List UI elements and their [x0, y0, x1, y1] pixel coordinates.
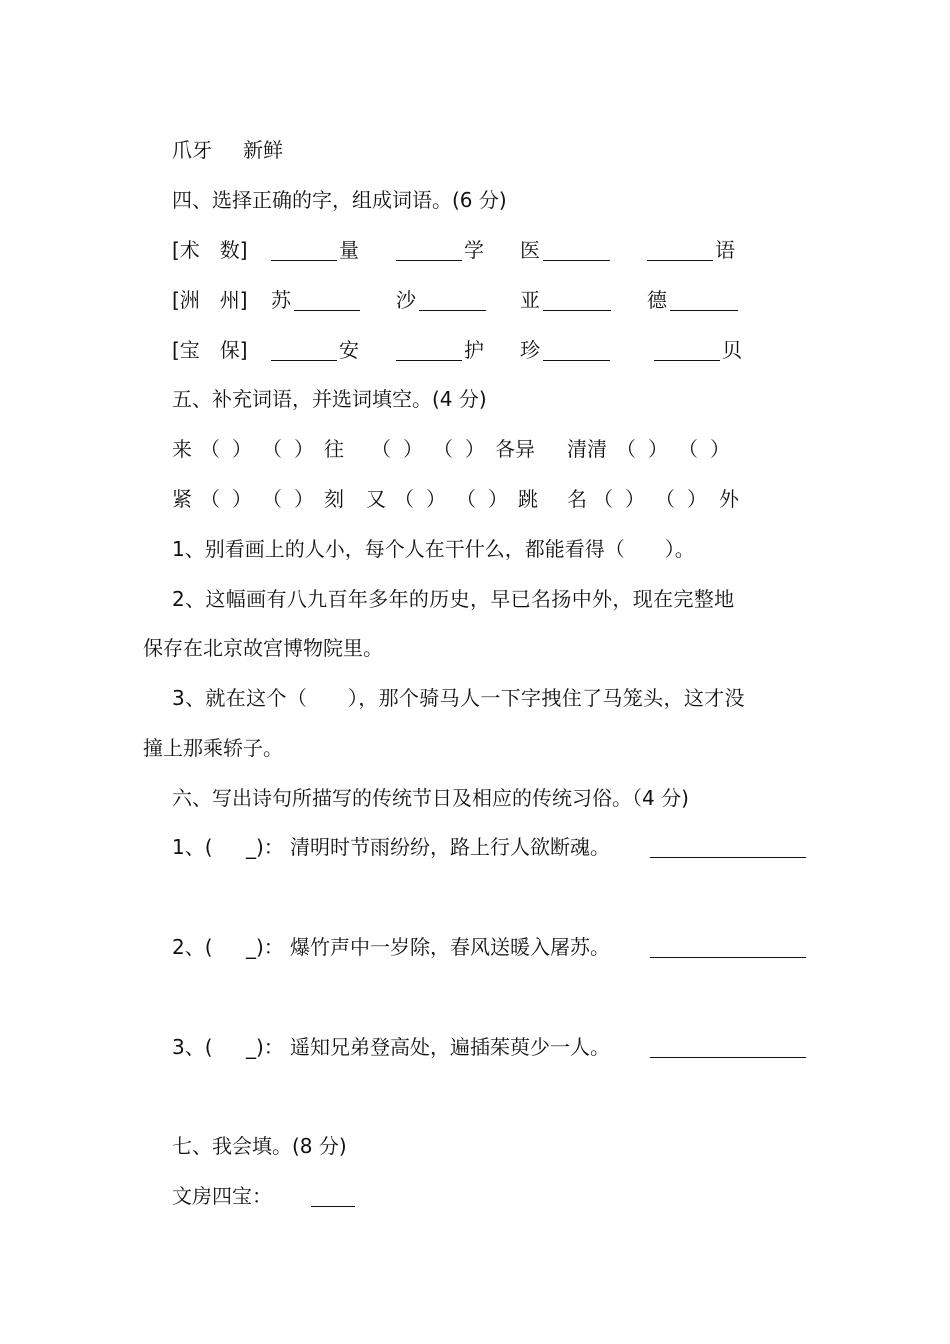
q4-row1-bracket: [术 数]: [172, 238, 248, 262]
q4-row1-d: 语: [715, 238, 735, 262]
item-number: 2、(: [172, 935, 213, 959]
poem-line: 清明时节雨纷纷，路上行人欲断魂。: [290, 835, 610, 859]
idiom-char: 跳: [518, 487, 538, 511]
answer-blank[interactable]: [271, 336, 337, 361]
q6-heading: 六、写出诗句所描写的传统节日及相应的传统习俗。（4 分): [172, 786, 689, 810]
festival-blank[interactable]: _)：: [246, 835, 284, 859]
q4-row2-a: 苏: [271, 288, 291, 312]
answer-blank[interactable]: [294, 286, 360, 311]
q4-row2-c: 亚: [520, 288, 540, 312]
item-number: 3、(: [172, 1035, 213, 1059]
paren-open[interactable]: （: [200, 437, 220, 461]
word-xinxian: 新鲜: [243, 138, 283, 162]
paren-close: ）: [232, 487, 252, 511]
q5-sentence-2a: 2、这幅画有八九百年多年的历史，早已名扬中外，现在完整地: [172, 587, 735, 611]
q4-row3-a: 安: [339, 338, 359, 362]
q7-label: 文房四宝：: [172, 1184, 272, 1208]
paren-open[interactable]: （: [616, 437, 636, 461]
q4-row2-bracket: [洲 州]: [172, 288, 248, 312]
q4-row3-d: 贝: [722, 338, 742, 362]
answer-blank[interactable]: [419, 286, 486, 311]
paren-open[interactable]: （: [394, 487, 414, 511]
q4-row3-c: 珍: [520, 338, 540, 362]
custom-answer-blank[interactable]: [650, 933, 806, 958]
paren-close: ）: [488, 487, 508, 511]
paren-open[interactable]: （: [262, 487, 282, 511]
q5-heading: 五、补充词语，并选词填空。(4 分): [172, 387, 487, 411]
paren-open[interactable]: （: [456, 487, 476, 511]
idiom-char: 又: [366, 487, 386, 511]
answer-blank[interactable]: [543, 236, 610, 261]
answer-blank[interactable]: [271, 236, 337, 261]
paren-open[interactable]: （: [593, 487, 613, 511]
paren-open[interactable]: （: [433, 437, 453, 461]
poem-line: 爆竹声中一岁除，春风送暖入屠苏。: [290, 935, 610, 959]
answer-blank[interactable]: [543, 286, 611, 311]
idiom-char: 外: [719, 487, 739, 511]
q4-row3-b: 护: [464, 338, 484, 362]
paren-close: ）: [403, 437, 423, 461]
paren-close: ）: [465, 437, 485, 461]
answer-blank[interactable]: [670, 286, 738, 311]
word-zhaoya: 爪牙: [172, 138, 212, 162]
paren-open[interactable]: （: [371, 437, 391, 461]
poem-line: 遥知兄弟登高处，遍插茱萸少一人。: [290, 1035, 610, 1059]
answer-blank[interactable]: [647, 236, 713, 261]
q5-sentence-1: 1、别看画上的人小，每个人在干什么，都能看得（ ）。: [172, 537, 695, 561]
paren-close: ）: [687, 487, 707, 511]
q5-sentence-3b: 撞上那乘轿子。: [143, 736, 283, 760]
q4-heading: 四、选择正确的字，组成词语。(6 分): [172, 188, 507, 212]
festival-blank[interactable]: _)：: [246, 935, 284, 959]
q5-sentence-3a: 3、就在这个（ ），那个骑马人一下字拽住了马笼头，这才没: [172, 686, 745, 710]
q5-sentence-2b: 保存在北京故宫博物院里。: [143, 636, 383, 660]
idiom-chars: 各异: [495, 437, 535, 461]
paren-close: ）: [232, 437, 252, 461]
q4-row1-a: 量: [339, 238, 359, 262]
q4-row2-b: 沙: [396, 288, 416, 312]
paren-close: ）: [294, 437, 314, 461]
paren-close: ）: [426, 487, 446, 511]
festival-blank[interactable]: _)：: [246, 1035, 284, 1059]
paren-open[interactable]: （: [678, 437, 698, 461]
paren-open[interactable]: （: [655, 487, 675, 511]
answer-blank[interactable]: [311, 1182, 355, 1207]
paren-close: ）: [294, 487, 314, 511]
q7-heading: 七、我会填。(8 分): [172, 1134, 347, 1158]
q4-row2-d: 德: [647, 288, 667, 312]
q4-row1-b: 学: [464, 238, 484, 262]
answer-blank[interactable]: [396, 336, 462, 361]
idiom-chars: 清清: [567, 437, 607, 461]
answer-blank[interactable]: [654, 336, 720, 361]
paren-close: ）: [625, 487, 645, 511]
item-number: 1、(: [172, 835, 213, 859]
paren-open[interactable]: （: [200, 487, 220, 511]
answer-blank[interactable]: [543, 336, 610, 361]
custom-answer-blank[interactable]: [650, 1033, 806, 1058]
idiom-char: 名: [567, 487, 587, 511]
idiom-char: 紧: [172, 487, 192, 511]
custom-answer-blank[interactable]: [650, 833, 806, 858]
idiom-char: 往: [324, 437, 344, 461]
paren-close: ）: [648, 437, 668, 461]
q4-row3-bracket: [宝 保]: [172, 338, 248, 362]
paren-close: ）: [710, 437, 730, 461]
idiom-char: 来: [172, 437, 192, 461]
q4-row1-c: 医: [520, 238, 540, 262]
answer-blank[interactable]: [396, 236, 462, 261]
paren-open[interactable]: （: [262, 437, 282, 461]
idiom-char: 刻: [324, 487, 344, 511]
